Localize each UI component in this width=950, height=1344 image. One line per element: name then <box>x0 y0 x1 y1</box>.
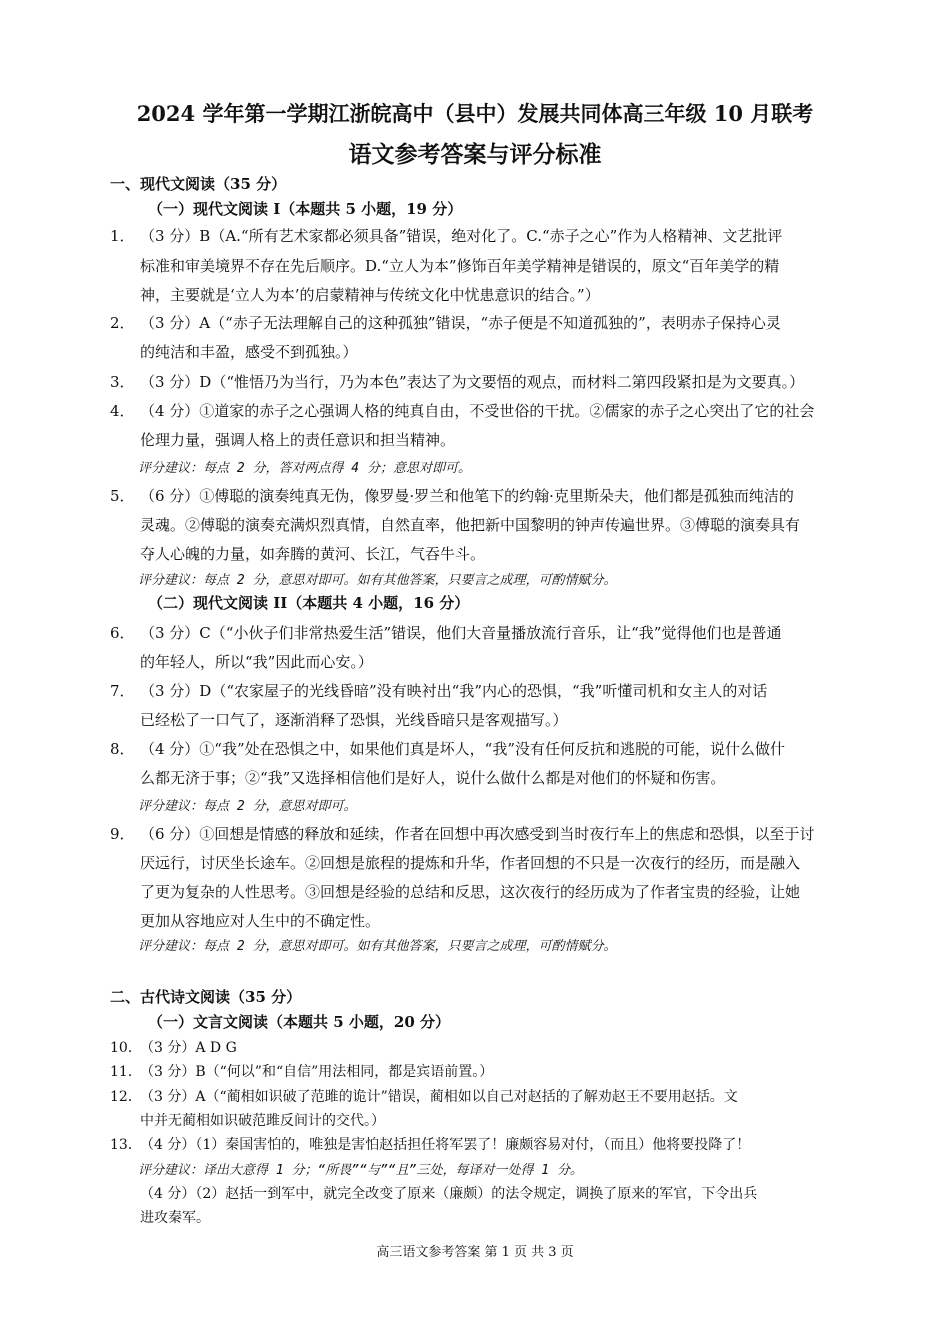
question-number: 10． <box>110 1040 142 1056</box>
answer-line: （3 分）D（“农家屋子的光线昏暗”没有映衬出“我”内心的恐惧，“我”听懂司机和女主人的对话 <box>140 682 768 700</box>
answer-line: 么都无济于事；②“我”又选择相信他们是好人，说什么做什么都是对他们的怀疑和伤害。 <box>140 769 726 787</box>
answer-line: 的纯洁和丰盈，感受不到孤独。） <box>140 343 358 361</box>
question-number: 6． <box>110 624 135 642</box>
answer-line: （3 分）A D G <box>140 1040 237 1056</box>
question-number: 3． <box>110 373 135 391</box>
answer-line: 了更为复杂的人性思考。③回想是经验的总结和反思，这次夜行的经历成为了作者宝贵的经验，让她 <box>140 883 801 901</box>
answer-line: （3 分）A（“蔺相如识破了范雎的诡计”错误，蔺相如以自己对赵括的了解劝赵王不要用赵括。文 <box>140 1089 738 1105</box>
scoring-note-q9: 评分建议：每点 2 分，意思对即可。如有其他答案，只要言之成理，可酌情赋分。 <box>138 939 617 954</box>
question-number: 2． <box>110 314 135 332</box>
scoring-note-q5: 评分建议：每点 2 分，意思对即可。如有其他答案，只要言之成理，可酌情赋分。 <box>138 573 617 588</box>
answer-line: （4 分）（1）秦国害怕的，唯独是害怕赵括担任将军罢了！廉颇容易对付，（而且）他将要投降了！ <box>140 1137 751 1153</box>
answer-line: （3 分）B（“何以”和“自信”用法相同，都是宾语前置。） <box>140 1064 494 1080</box>
answer-line: 的年轻人，所以“我”因此而心安。） <box>140 653 373 671</box>
answer-line: 伦理力量，强调人格上的责任意识和担当精神。 <box>140 431 456 449</box>
scoring-note-q13: 评分建议：译出大意得 1 分；“所畏”“与”“且”三处，每译对一处得 1 分。 <box>138 1163 583 1178</box>
page-title: 2024 学年第一学期江浙皖高中（县中）发展共同体高三年级 10 月联考 <box>136 101 814 126</box>
question-number: 5． <box>110 487 135 505</box>
answer-line: 神，主要就是‘立人为本’的启蒙精神与传统文化中忧患意识的结合。”） <box>140 286 600 304</box>
answer-line: 已经松了一口气了，逐渐消释了恐惧，光线昏暗只是客观描写。） <box>140 711 568 729</box>
answer-line: 厌远行，讨厌坐长途车。②回想是旅程的提炼和升华，作者回想的不只是一次夜行的经历，而是融入 <box>140 854 801 872</box>
page-footer: 高三语文参考答案 第 1 页 共 3 页 <box>376 1245 574 1260</box>
section-heading-modern-reading: 一、现代文阅读（35 分） <box>110 175 287 193</box>
page-subtitle: 语文参考答案与评分标准 <box>348 141 602 168</box>
answer-line: 夺人心魄的力量，如奔腾的黄河、长江，气吞牛斗。 <box>140 545 486 563</box>
answer-line: （3 分）A（“赤子无法理解自己的这种孤独”错误，“赤子便是不知道孤独的”，表明赤子保持心灵 <box>140 314 781 332</box>
question-number: 13． <box>110 1137 142 1153</box>
answer-line: （3 分）D（“惟悟乃为当行，乃为本色”表达了为文要悟的观点，而材料二第四段紧扣是为文要真。） <box>140 373 805 391</box>
scoring-note-q4: 评分建议：每点 2 分，答对两点得 4 分；意思对即可。 <box>138 461 471 476</box>
answer-line: 中并无蔺相如识破范雎反间计的交代。） <box>140 1113 385 1129</box>
answer-line: （4 分）①道家的赤子之心强调人格的纯真自由，不受世俗的干扰。②儒家的赤子之心突出了它的社会 <box>140 402 815 420</box>
question-number: 1． <box>110 227 135 245</box>
question-number: 11． <box>110 1064 142 1080</box>
question-number: 8． <box>110 740 135 758</box>
answer-line: （4 分）①“我”处在恐惧之中，如果他们真是坏人，“我”没有任何反抗和逃脱的可能，说什么做什 <box>140 740 785 758</box>
answer-line: （3 分）B（A.“所有艺术家都必须具备”错误，绝对化了。C.“赤子之心”作为人格精神、文艺批评 <box>140 227 783 245</box>
subsection-heading-modern-reading-1: （一）现代文阅读 I（本题共 5 小题，19 分） <box>148 200 463 218</box>
subsection-heading-modern-reading-2: （二）现代文阅读 II（本题共 4 小题，16 分） <box>148 594 470 612</box>
answer-line: 灵魂。②傅聪的演奏充满炽烈真情，自然直率，他把新中国黎明的钟声传遍世界。③傅聪的演奏具有 <box>140 516 801 534</box>
answer-line: （6 分）①傅聪的演奏纯真无伪，像罗曼·罗兰和他笔下的约翰·克里斯朵夫，他们都是孤独而纯洁的 <box>140 487 794 505</box>
answer-line: （3 分）C（“小伙子们非常热爱生活”错误，他们大音量播放流行音乐，让“我”觉得他们也是普通 <box>140 624 782 642</box>
scoring-note-q8: 评分建议：每点 2 分，意思对即可。 <box>138 799 357 814</box>
answer-line: 进攻秦军。 <box>140 1210 210 1226</box>
answer-line: （4 分）（2）赵括一到军中，就完全改变了原来（廉颇）的法令规定，调换了原来的军官，下令出兵 <box>140 1186 758 1202</box>
question-number: 4． <box>110 402 135 420</box>
answer-line: （6 分）①回想是情感的释放和延续，作者在回想中再次感受到当时夜行车上的焦虑和恐惧，以至于讨 <box>140 825 815 843</box>
question-number: 7． <box>110 682 135 700</box>
section-heading-classical-reading: 二、古代诗文阅读（35 分） <box>110 988 302 1006</box>
subsection-heading-classical-prose: （一）文言文阅读（本题共 5 小题，20 分） <box>148 1013 450 1031</box>
answer-line: 更加从容地应对人生中的不确定性。 <box>140 912 381 930</box>
answer-line: 标准和审美境界不存在先后顺序。D.“立人为本”修饰百年美学精神是错误的，原文“百年美学的精 <box>140 257 780 275</box>
question-number: 9． <box>110 825 135 843</box>
question-number: 12． <box>110 1089 142 1105</box>
